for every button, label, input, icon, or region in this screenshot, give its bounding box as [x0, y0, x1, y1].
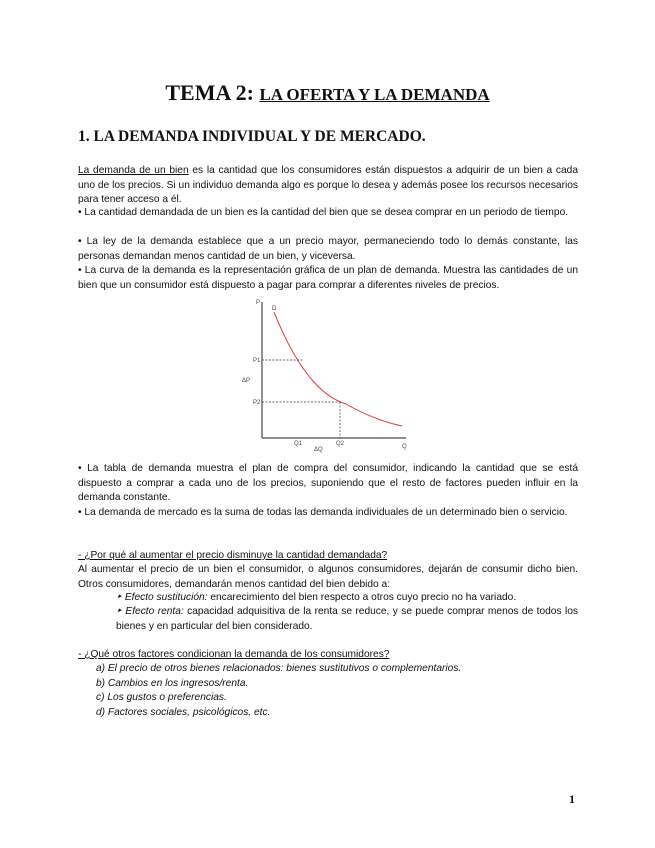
- effect-substitution-text: encarecimiento del bien respecto a otros cuyo precio no ha variado.: [207, 592, 517, 603]
- list-item: d) Factores sociales, psicológicos, etc.: [96, 706, 271, 718]
- factors-list: [96, 662, 461, 720]
- question-price: - ¿Por qué al aumentar el precio disminuye la cantidad demandada?: [78, 550, 388, 561]
- p-axis-label: P: [256, 300, 261, 306]
- list-item: c) Los gustos o preferencias.: [96, 692, 227, 703]
- question-factors: - ¿Qué otros factores condicionan la demanda de los consumidores?: [78, 649, 390, 660]
- list-item: a) El precio de otros bienes relacionados: bienes sustitutivos o complementarios.: [96, 663, 462, 674]
- demand-curve: [274, 312, 402, 426]
- p2-label: P2: [253, 400, 261, 406]
- page-title: [0, 80, 655, 106]
- list-item: b) Cambios en los ingresos/renta.: [96, 677, 249, 689]
- page-number: 1: [569, 792, 575, 806]
- bullet-curve: • La curva de la demanda es la representación gráfica de un plan de demanda. Muestra las cantidades de un bien que un consumidor está dispuesto a pagar para comprar a diferentes niveles de precios.: [78, 265, 578, 291]
- effect-substitution-label: ‣ Efecto sustitución:: [116, 592, 208, 603]
- effect-income: [116, 605, 578, 634]
- intro-paragraph: [78, 164, 578, 208]
- intro-text: es la cantidad que los consumidores están dispuestos a adquirir de un bien a cada uno de los precios. Si un individuo demanda algo es porque lo desea y además posee los recursos necesarios para tener acceso a él.: [78, 165, 578, 205]
- delta-p-label: ΔP: [242, 378, 251, 384]
- title-prefix: TEMA 2:: [165, 80, 254, 105]
- q1-label: Q1: [294, 441, 303, 447]
- bullet-table: • La tabla de demanda muestra el plan de compra del consumidor, indicando la cantidad que se está dispuesto a comprar a cada uno de los precios, suponiendo que el resto de factores pueden influir en la demanda constante.: [78, 463, 578, 503]
- section-heading: 1. LA DEMANDA INDIVIDUAL Y DE MERCADO.: [78, 128, 426, 145]
- effect-income-label: ‣ Efecto renta:: [116, 606, 184, 617]
- effect-income-text: capacidad adquisitiva de la renta se reduce, y se puede comprar menos de todos los bienes y en particular del bien considerado.: [116, 606, 578, 632]
- bullet-law: • La ley de la demanda establece que a un precio mayor, permaneciendo todo lo demás constante, las personas demandan menos cantidad de un bien, y viceversa.: [78, 236, 578, 262]
- title-main: LA OFERTA Y LA DEMANDA: [259, 85, 490, 104]
- delta-q-label: ΔQ: [314, 447, 323, 453]
- curve-label: D: [272, 306, 277, 312]
- p1-label: P1: [253, 358, 261, 364]
- demand-graph: [238, 296, 418, 456]
- answer-price: Al aumentar el precio de un bien el consumidor, o algunos consumidores, dejarán de consumir dicho bien. Otros consumidores, demandarán menos cantidad del bien debido a:: [78, 564, 578, 590]
- q-axis-label: Q: [402, 444, 407, 450]
- bullet-market: • La demanda de mercado es la suma de todas las demanda individuales de un determinado bien o servicio.: [78, 507, 568, 518]
- q2-label: Q2: [336, 441, 345, 447]
- effect-substitution: [116, 591, 578, 606]
- intro-term: La demanda de un bien: [78, 165, 189, 176]
- bullet-quantity: • La cantidad demandada de un bien es la cantidad del bien que se desea comprar en un periodo de tiempo.: [78, 207, 569, 218]
